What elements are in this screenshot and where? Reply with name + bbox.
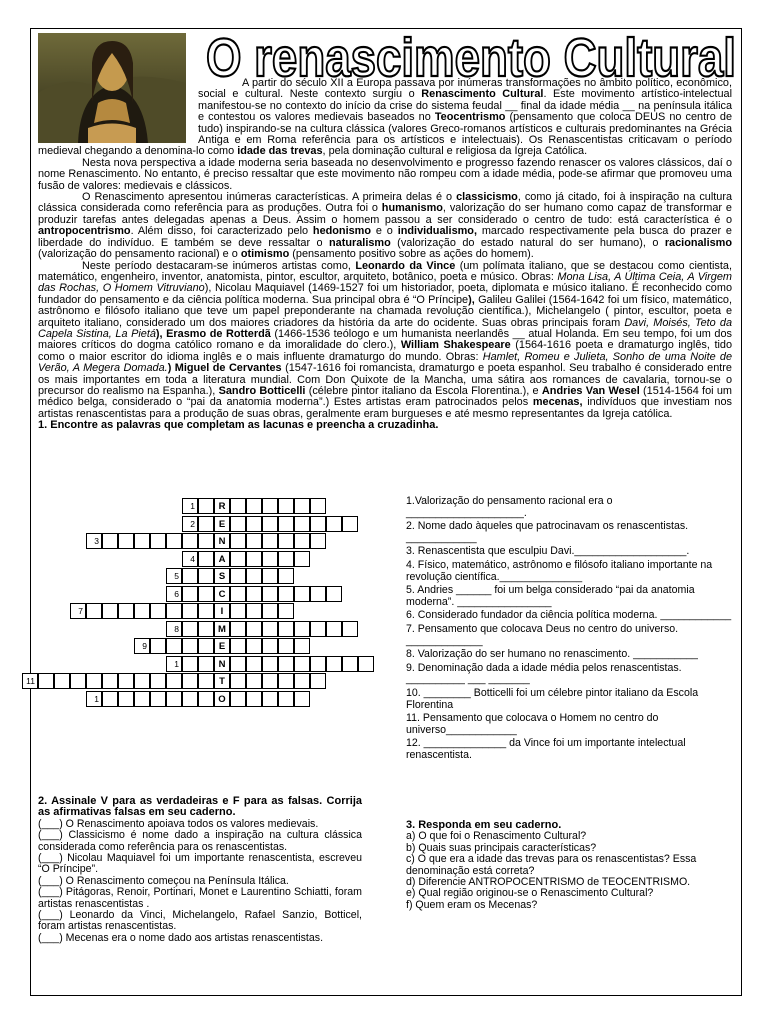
crossword-cell[interactable]: [278, 603, 294, 619]
crossword-cell[interactable]: [230, 691, 246, 707]
clue-9: 9. Denominação dada a idade média pelos renascentistas. __________ ___ _______: [406, 661, 682, 686]
crossword-cell[interactable]: [262, 568, 278, 584]
crossword-cell[interactable]: [278, 586, 294, 602]
crossword-cell[interactable]: [326, 586, 342, 602]
true-false-item-2[interactable]: (___) Classicismo é nome dado a inspiração na cultura clássica considerada como referência para os renascentistas.: [38, 829, 362, 853]
crossword-cell[interactable]: [230, 656, 246, 672]
crossword-cell[interactable]: [118, 691, 134, 707]
question-3: [406, 820, 732, 911]
clue-4: 4. Físico, matemático, astrônomo e filósofo italiano importante na revolução científica.______________: [406, 558, 713, 583]
crossword-cell[interactable]: [294, 673, 310, 689]
crossword-cell[interactable]: [278, 516, 294, 532]
crossword-row-number: 6: [166, 586, 182, 602]
crossword-cell[interactable]: [166, 603, 182, 619]
crossword-cell[interactable]: [262, 533, 278, 549]
open-question-e: e) Qual região originou-se o Renascimento Cultural?: [406, 887, 654, 900]
crossword-cell[interactable]: [182, 603, 198, 619]
crossword-row-number: 1: [166, 656, 182, 672]
crossword-cell[interactable]: [134, 533, 150, 549]
crossword-cell[interactable]: [150, 638, 166, 654]
crossword-cell[interactable]: [166, 638, 182, 654]
crossword-cell[interactable]: [182, 673, 198, 689]
crossword-cell[interactable]: [278, 673, 294, 689]
clue-1: 1.Valorização do pensamento racional era o ____________________.: [406, 495, 613, 519]
clue-10: 10. ________ Botticelli foi um célebre pintor italiano da Escola Florentina: [406, 686, 699, 711]
crossword-cell[interactable]: [198, 621, 214, 637]
crossword-row-number: 8: [166, 621, 182, 637]
crossword-key-letter[interactable]: S: [214, 568, 230, 584]
crossword-cell[interactable]: [310, 533, 326, 549]
true-false-item-6[interactable]: (___) Leonardo da Vinci, Michelangelo, Rafael Sanzio, Botticel, foram artistas renascentistas.: [38, 909, 362, 933]
crossword-cell[interactable]: [198, 673, 214, 689]
crossword-cell[interactable]: [310, 516, 326, 532]
crossword-row-number: 5: [166, 568, 182, 584]
crossword-cell[interactable]: [246, 673, 262, 689]
crossword-cell[interactable]: [230, 498, 246, 514]
crossword-cell[interactable]: [294, 691, 310, 707]
crossword-cell[interactable]: [310, 498, 326, 514]
title-text: O renascimento Cultural: [206, 28, 736, 88]
true-false-item-5[interactable]: (___) Pitágoras, Renoir, Portinari, Monet e Laurentino Schiatti, foram artistas renascentistas .: [38, 886, 362, 910]
intro-text: [38, 78, 732, 432]
crossword-cell[interactable]: [294, 656, 310, 672]
crossword-cell[interactable]: [326, 516, 342, 532]
crossword-cell[interactable]: [150, 673, 166, 689]
crossword-cell[interactable]: [182, 621, 198, 637]
crossword-cell[interactable]: [294, 621, 310, 637]
open-question-f: f) Quem eram os Mecenas?: [406, 898, 538, 911]
crossword-key-letter[interactable]: N: [214, 656, 230, 672]
clue-8: 8. Valorização do ser humano no renascimento. ___________: [406, 648, 698, 661]
crossword-cell[interactable]: [246, 638, 262, 654]
intro-paragraph-3: O Renascimento apresentou inúmeras características. A primeira delas é o classicismo, como já citado, foi à inspiração na cultura clássica considerada como referência para as produções. Outra foi o humanismo, valorização do ser humano como capaz de transformar e produzir tarefas antes delegadas apenas a Deus. Assim o homem passou a ser considerado o centro de tudo: está característica é o antropocentrismo. Além disso, foi caracterizado pelo hedonismo e o individualismo, marcado respectivamente pela busca do prazer e liberdade do indivíduo. E também se deve ressaltar o naturalismo (valorização do estado natural do ser humano), o racionalismo (valorização do pensamento racional) e o otimismo (pensamento positivo sobre as ações do homem).: [38, 191, 733, 261]
crossword-cell[interactable]: [294, 551, 310, 567]
crossword-cell[interactable]: [358, 656, 374, 672]
intro-paragraph-2: Nesta nova perspectiva a idade moderna seria baseada no desenvolvimento e progresso fazendo renascer os valores clássicos, daí o nome Renascimento. No entanto, é preciso ressaltar que este movimento não rompeu com a idade média, pode-se afirmar que promoveu uma fusão de valores: medievais e clássicos.: [38, 156, 732, 192]
crossword-grid: [26, 498, 400, 718]
crossword-key-letter[interactable]: I: [214, 603, 230, 619]
crossword-cell[interactable]: [246, 586, 262, 602]
crossword-cell[interactable]: [198, 603, 214, 619]
crossword-cell[interactable]: [262, 498, 278, 514]
crossword-cell[interactable]: [230, 673, 246, 689]
crossword-cell[interactable]: [246, 691, 262, 707]
clue-12: 12. ______________ da Vince foi um importante intelectual renascentista.: [406, 737, 686, 761]
crossword-row-number: 2: [182, 516, 198, 532]
crossword-cell[interactable]: [102, 691, 118, 707]
crossword-cell[interactable]: [118, 603, 134, 619]
crossword-cell[interactable]: [246, 621, 262, 637]
crossword-cell[interactable]: [262, 586, 278, 602]
crossword-key-letter[interactable]: A: [214, 551, 230, 567]
crossword-key-letter[interactable]: R: [214, 498, 230, 514]
crossword-clues: [406, 496, 732, 763]
question-2: [38, 796, 362, 944]
crossword-cell[interactable]: [294, 638, 310, 654]
true-false-item-3[interactable]: (___) Nicolau Maquiavel foi um importante renascentista, escreveu “O Príncipe”.: [38, 852, 362, 876]
crossword-cell[interactable]: [166, 691, 182, 707]
crossword-cell[interactable]: [246, 551, 262, 567]
crossword-cell[interactable]: [262, 551, 278, 567]
crossword-cell[interactable]: [294, 586, 310, 602]
crossword-cell[interactable]: [326, 656, 342, 672]
crossword-cell[interactable]: [70, 673, 86, 689]
crossword-cell[interactable]: [230, 551, 246, 567]
open-question-c: c) O que era a idade das trevas para os renascentistas? Essa denominação está correta?: [406, 853, 697, 877]
crossword-cell[interactable]: [182, 638, 198, 654]
crossword-cell[interactable]: [262, 621, 278, 637]
true-false-item-4[interactable]: (___) O Renascimento começou na Península Itálica.: [38, 874, 289, 887]
crossword-cell[interactable]: [262, 516, 278, 532]
crossword-cell[interactable]: [278, 656, 294, 672]
crossword-cell[interactable]: [230, 621, 246, 637]
crossword-cell[interactable]: [278, 551, 294, 567]
crossword-cell[interactable]: [246, 603, 262, 619]
crossword-cell[interactable]: [118, 533, 134, 549]
question-2-heading: 2. Assinale V para as verdadeiras e F para as falsas. Corrija as afirmativas falsas em seu caderno.: [38, 795, 362, 819]
crossword-row-number: 11: [22, 673, 38, 689]
crossword-cell[interactable]: [182, 586, 198, 602]
crossword-cell[interactable]: [310, 673, 326, 689]
crossword-cell[interactable]: [182, 533, 198, 549]
crossword-cell[interactable]: [150, 691, 166, 707]
open-question-d: d) Diferencie ANTROPOCENTRISMO de TEOCENTRISMO.: [406, 876, 691, 889]
crossword-cell[interactable]: [230, 533, 246, 549]
crossword-cell[interactable]: [246, 568, 262, 584]
crossword-cell[interactable]: [262, 656, 278, 672]
crossword-cell[interactable]: [342, 621, 358, 637]
question-1-heading: 1. Encontre as palavras que completam as lacunas e preencha a cruzadinha.: [38, 419, 439, 432]
crossword-cell[interactable]: [262, 673, 278, 689]
clue-5: 5. Andries ______ foi um belga considerado “pai da anatomia moderna”. ________________: [406, 584, 695, 608]
crossword-cell[interactable]: [310, 586, 326, 602]
crossword-cell[interactable]: [134, 603, 150, 619]
crossword-cell[interactable]: [54, 673, 70, 689]
crossword-cell[interactable]: [198, 638, 214, 654]
crossword-cell[interactable]: [198, 551, 214, 567]
crossword-row-number: 9: [134, 638, 150, 654]
crossword-cell[interactable]: [198, 516, 214, 532]
crossword-cell[interactable]: [102, 673, 118, 689]
crossword-key-letter[interactable]: E: [214, 516, 230, 532]
crossword-cell[interactable]: [230, 516, 246, 532]
crossword-row-number: 3: [86, 533, 102, 549]
crossword-cell[interactable]: [86, 673, 102, 689]
crossword-cell[interactable]: [278, 638, 294, 654]
crossword-cell[interactable]: [342, 516, 358, 532]
crossword-cell[interactable]: [326, 621, 342, 637]
crossword-cell[interactable]: [246, 656, 262, 672]
crossword-cell[interactable]: [278, 498, 294, 514]
crossword-cell[interactable]: [134, 673, 150, 689]
crossword-cell[interactable]: [198, 691, 214, 707]
clue-2: 2. Nome dado àqueles que patrocinavam os renascentistas. ____________: [406, 520, 689, 544]
crossword-cell[interactable]: [310, 621, 326, 637]
crossword-cell[interactable]: [278, 691, 294, 707]
crossword-cell[interactable]: [38, 673, 54, 689]
crossword-cell[interactable]: [198, 656, 214, 672]
crossword-cell[interactable]: [102, 533, 118, 549]
crossword-cell[interactable]: [230, 586, 246, 602]
crossword-cell[interactable]: [198, 586, 214, 602]
crossword-key-letter[interactable]: N: [214, 533, 230, 549]
crossword-cell[interactable]: [310, 656, 326, 672]
crossword-row-number: 1: [86, 691, 102, 707]
crossword-cell[interactable]: [198, 533, 214, 549]
clue-11: 11. Pensamento que colocava o Homem no centro do universo____________: [406, 712, 659, 736]
open-question-a: a) O que foi o Renascimento Cultural?: [406, 830, 587, 843]
crossword-cell[interactable]: [262, 638, 278, 654]
crossword-cell[interactable]: [198, 568, 214, 584]
crossword-cell[interactable]: [182, 691, 198, 707]
crossword-cell[interactable]: [102, 603, 118, 619]
clue-6: 6. Considerado fundador da ciência política moderna. ____________: [406, 609, 732, 622]
intro-paragraph-1: A partir do século XII a Europa passava por inúmeras transformações no âmbito político, econômico, social e cultural. Neste contexto surgiu o Renascimento Cultural. Este movimento artístico-intelectual manifestou-se no contexto do início da crise do sistema feudal __ final da idade média __ na península itálica e contestou os valores medievais baseados no Teocentrismo (pensamento que coloca DEUS no centro de tudo) inspirando-se na cultura clássica (valores Greco-romanos artísticos e culturais predominantes na Grécia Antiga e em Roma referência para os artísticos e intelectuais). Os Renascentistas criticavam o período medieval chegando a denomina-lo como idade das trevas, pela dominação cultural e religiosa da Igreja Católica.: [38, 77, 732, 158]
crossword-cell[interactable]: [278, 621, 294, 637]
crossword-cell[interactable]: [246, 516, 262, 532]
crossword-cell[interactable]: [294, 498, 310, 514]
crossword-cell[interactable]: [294, 533, 310, 549]
crossword-cell[interactable]: [182, 568, 198, 584]
clue-3: 3. Renascentista que esculpiu Davi.___________________.: [406, 545, 690, 558]
crossword-key-letter[interactable]: M: [214, 621, 230, 637]
crossword-cell[interactable]: [166, 533, 182, 549]
crossword-cell[interactable]: [134, 691, 150, 707]
crossword-cell[interactable]: [278, 533, 294, 549]
crossword-cell[interactable]: [294, 516, 310, 532]
crossword-row-number: 7: [70, 603, 86, 619]
crossword-cell[interactable]: [182, 656, 198, 672]
question-3-heading: 3. Responda em seu caderno.: [406, 819, 562, 831]
crossword-row-number: 1: [182, 498, 198, 514]
crossword-key-letter[interactable]: E: [214, 638, 230, 654]
crossword-cell[interactable]: [342, 656, 358, 672]
crossword-cell[interactable]: [262, 691, 278, 707]
true-false-item-7[interactable]: (___) Mecenas era o nome dado aos artistas renascentistas.: [38, 931, 324, 944]
crossword-cell[interactable]: [166, 673, 182, 689]
crossword-cell[interactable]: [230, 603, 246, 619]
intro-paragraph-4: Neste período destacaram-se inúmeros artistas como, Leonardo da Vince (um polímata italiano, que se destacou como cientista, matemático, engenheiro, inventor, anatomista, pintor, escultor, arquiteto, botânico, poeta e músico. Obras: Mona Lisa, A Última Ceia, A Virgem das Rochas, O Homem Vitruviano), Nicolau Maquiavel (1469-1527 foi um historiador, poeta, diplomata e músico italiano. É reconhecido como fundador do pensamento e da ciência política moderna. Sua principal obra é “O Príncipe), Galileu Galilei (1564-1642 foi um físico, matemático, astrônomo e filósofo italiano que teve um papel preponderante na chamada revolução científica.), Michelangelo ( pintor, escultor, poeta e arquiteto italiano, considerado um dos maiores criadores da história da arte do ocidente. Suas obras principais foram Davi, Moisés, Teto da Capela Sistina, La Pietá), Erasmo de Rotterdã (1466-1536 teólogo e um humanista neerlandês __ atual Holanda. Em seu tempo, foi um dos maiores críticos do dogma católico romano e da imoralidade do clero.), William Shakespeare (1564-1616 poeta e dramaturgo inglês, tido como o maior escritor do idioma inglês e o mais influente dramaturgo do mundo. Obras: Hamlet, Romeu e Julieta, Sonho de uma Noite de Verão, A Megera Domada.) Miguel de Cervantes (1547-1616 foi romancista, dramaturgo e poeta espanhol. Seu trabalho é considerado entre os mais importantes em toda a literatura mundial. Com Don Quixote de la Mancha, uma sátira aos romances de cavalaria, tornou-se o precursor do realismo na Espanha.), Sandro Botticelli (célebre pintor italiano da Escola Florentina.), e Andries Van Wesel (1514-1564 foi um médico belga, considerado o “pai da anatomia moderna”.) Estes artistas eram patrocinados pelos mecenas, indivíduos que investiam nos artistas renascentistas para a produção de suas obras, geralmente eram burgueses e até mesmo representantes da Igreja católica.: [38, 259, 733, 420]
crossword-key-letter[interactable]: T: [214, 673, 230, 689]
crossword-cell[interactable]: [262, 603, 278, 619]
crossword-cell[interactable]: [198, 498, 214, 514]
crossword-cell[interactable]: [246, 533, 262, 549]
crossword-cell[interactable]: [230, 568, 246, 584]
crossword-cell[interactable]: [150, 603, 166, 619]
open-question-b: b) Quais suas principais características?: [406, 841, 597, 854]
crossword-key-letter[interactable]: O: [214, 691, 230, 707]
crossword-cell[interactable]: [246, 498, 262, 514]
crossword-row-number: 4: [182, 551, 198, 567]
clue-7: 7. Pensamento que colocava Deus no centro do universo. _____________: [406, 622, 679, 647]
crossword-cell[interactable]: [118, 673, 134, 689]
crossword-cell[interactable]: [278, 568, 294, 584]
true-false-item-1[interactable]: (___) O Renascimento apoiava todos os valores medievais.: [38, 817, 319, 830]
crossword-cell[interactable]: [86, 603, 102, 619]
crossword-cell[interactable]: [230, 638, 246, 654]
crossword-key-letter[interactable]: C: [214, 586, 230, 602]
crossword-cell[interactable]: [150, 533, 166, 549]
